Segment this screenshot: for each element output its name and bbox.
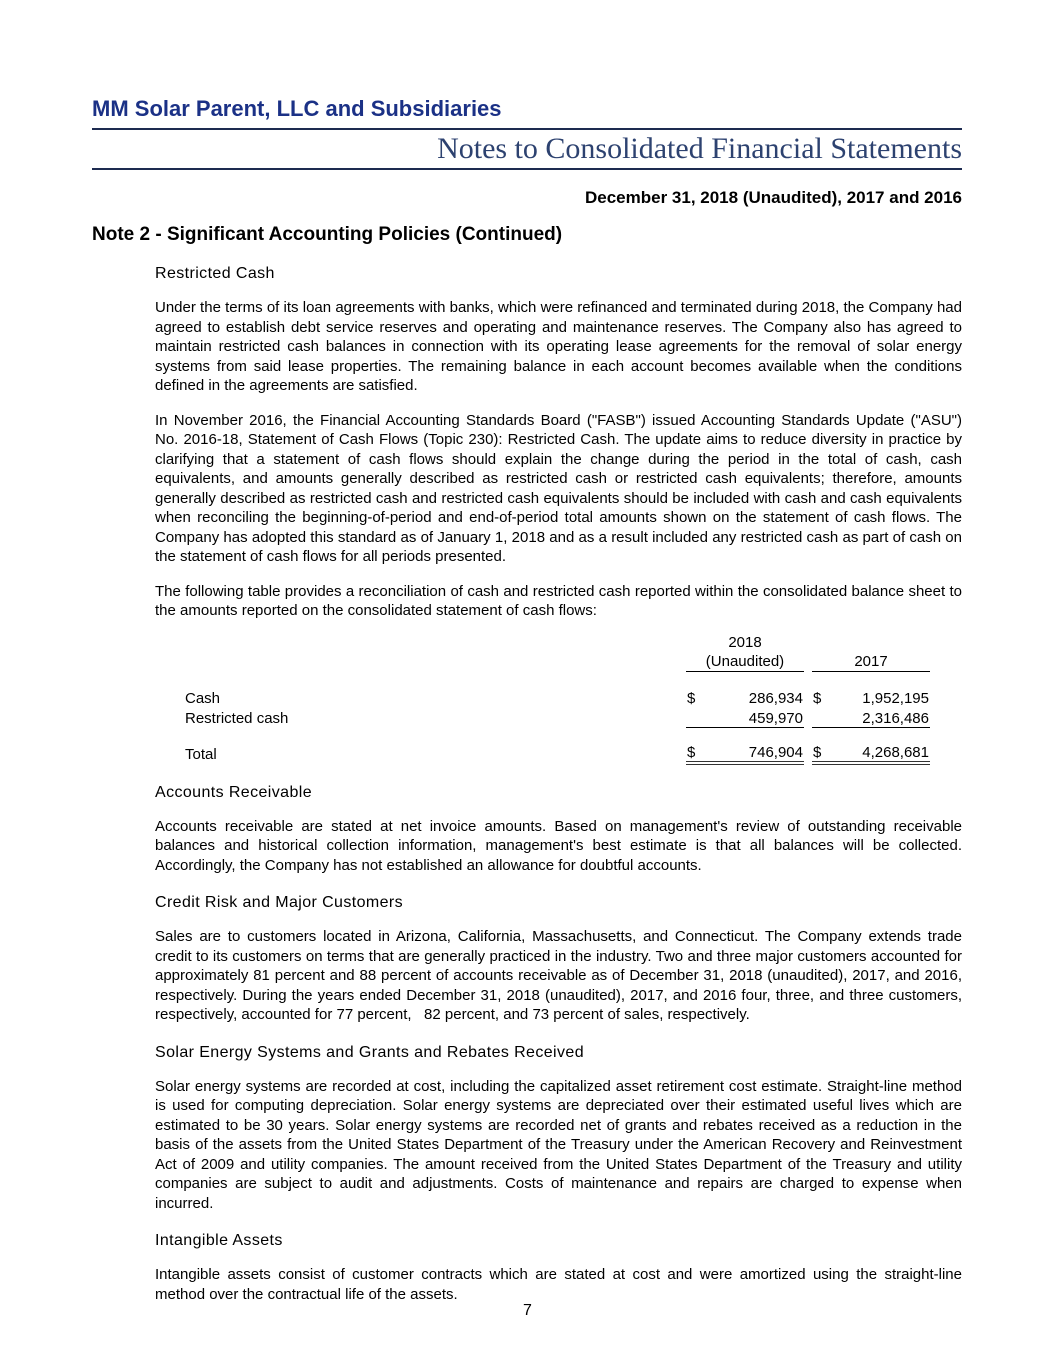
report-date-line: December 31, 2018 (Unaudited), 2017 and 2016: [584, 188, 962, 207]
column-header-2017: 2017: [812, 633, 930, 672]
table-row: [185, 707, 930, 728]
amount: 4,268,681: [862, 743, 929, 761]
currency-symbol: $: [813, 743, 822, 761]
amount: 2,316,486: [862, 709, 929, 727]
paragraph: Solar energy systems are recorded at cost, including the capitalized asset retirement cost estimate. Straight-line method is used for computing depreciation. Solar energy systems are depreciated over their estimated useful lives which are estimated to be 30 years. Solar energy systems are recorded net of grants and rebates received as a reduction in the basis of the assets from the United States Department of the Treasury under the American Recovery and Reinvestment Act of 2009 and utility companies. The amount received from the United States Department of the Treasury and utility companies are subject to audit and adjustments. Costs of maintenance and repairs are charged to expense when incurred.: [155, 1077, 967, 1212]
section-heading: Solar Energy Systems and Grants and Rebates Received: [155, 1043, 585, 1061]
document-title: Notes to Consolidated Financial Statements: [437, 132, 962, 165]
row-label: Total: [185, 745, 217, 763]
section-intangible-assets: [155, 1231, 967, 1304]
paragraph: Sales are to customers located in Arizona, California, Massachusetts, and Connecticut. The Company extends trade credit to its customers on terms that are generally practiced in the industry. Two and three major customers accounted for approximately 81 percent and 88 percent of accounts receivable as of December 31, 2018 (unaudited), 2017, and 2016, respectively. During the years ended December 31, 2018 (unaudited), 2017, and 2016 four, three, and three customers, respectively, accounted for 77 percent, 82 percent, and 73 percent of sales, respectively.: [155, 928, 967, 1023]
row-label: Cash: [185, 689, 221, 707]
paragraph: In November 2016, the Financial Accounting Standards Board ("FASB") issued Accounting Standards Update ("ASU") No. 2016-18, Statement of Cash Flows (Topic 230): Restricted Cash. The update aims to reduce diversity in practice by clarifying that a statement of cash flows should explain the change during the period in the total of cash, cash equivalents, and amounts generally described as restricted cash or restricted cash equivalents; therefore, amounts generally described as restricted cash and restricted cash equivalents should be included with cash and cash equivalents when reconciling the beginning-of-period and end-of-period total amounts shown on the statement of cash flows. The Company has adopted this standard as of January 1, 2018 and as a result included any restricted cash as part of cash on the statement of cash flows for all periods presented.: [155, 411, 967, 565]
section-heading: Intangible Assets: [155, 1232, 283, 1249]
cash-reconciliation-table: [185, 633, 930, 765]
paragraph: The following table provides a reconciliation of cash and restricted cash reported within the consolidated balance sheet to the amounts reported on the consolidated statement of cash flows:: [155, 582, 967, 619]
section-accounts-receivable: [155, 783, 967, 876]
amount: 459,970: [748, 709, 803, 727]
company-name: MM Solar Parent, LLC and Subsidiaries: [92, 96, 502, 121]
currency-symbol: $: [687, 689, 696, 707]
amount: 746,904: [748, 743, 803, 761]
note-body: [92, 264, 967, 1304]
currency-symbol: $: [687, 743, 696, 761]
paragraph: Accounts receivable are stated at net invoice amounts. Based on management's review of outstanding receivable balances and historical collection information, management's best estimate is that all balances will be collected. Accordingly, the Company has not established an allowance for doubtful accounts.: [155, 817, 967, 874]
table-total-row: [185, 739, 930, 763]
page-header: [92, 96, 962, 246]
amount: 1,952,195: [862, 689, 929, 707]
section-credit-risk: [155, 893, 967, 1025]
currency-symbol: $: [813, 689, 822, 707]
row-label: Restricted cash: [185, 710, 289, 727]
amount: 286,934: [748, 689, 803, 707]
page-number: 7: [523, 1302, 532, 1319]
section-restricted-cash: [155, 264, 967, 765]
table-header-row: [185, 633, 930, 672]
paragraph: Under the terms of its loan agreements with banks, which were refinanced and terminated during 2018, the Company had agreed to establish debt service reserves and operating and maintenance reserves. The Company also has agreed to maintain restricted cash balances in connection with its operating lease agreements for the removal of solar energy systems from said lease properties. The remaining balance in each account becomes available when the conditions defined in the agreements are satisfied.: [155, 299, 967, 394]
table-row: [185, 687, 930, 707]
section-heading: Credit Risk and Major Customers: [155, 894, 404, 911]
note-heading: Note 2 - Significant Accounting Policies (Continued): [92, 224, 563, 245]
section-heading: Restricted Cash: [155, 265, 275, 282]
header-divider-top: [92, 128, 962, 130]
section-solar-energy-systems: [155, 1043, 967, 1214]
paragraph: Intangible assets consist of customer contracts which are stated at cost and were amortized using the straight-line method over the contractual life of the assets.: [155, 1266, 967, 1303]
section-heading: Accounts Receivable: [155, 783, 313, 801]
header-divider-bottom: [92, 168, 962, 170]
column-header-2018: 2018 (Unaudited): [686, 633, 804, 672]
